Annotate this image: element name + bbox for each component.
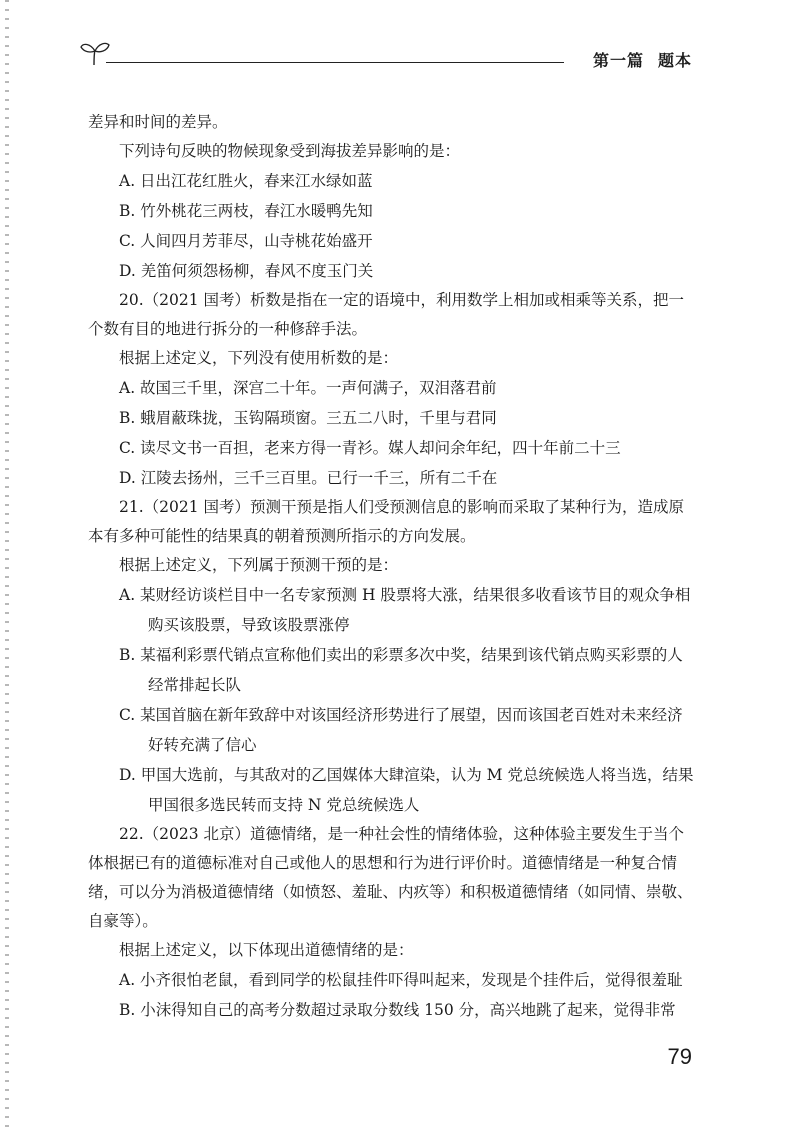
binding-edge-dots xyxy=(5,0,9,1130)
option-a: A. 某财经访谈栏目中一名专家预测 H 股票将大涨，结果很多收看该节目的观众争相购买该股票，导致该股票涨停 xyxy=(119,586,691,634)
option-a: A. 故国三千里，深宫二十年。一声何满子，双泪落君前 xyxy=(119,379,497,397)
question-prompt: 根据上述定义，下列没有使用析数的是： xyxy=(119,349,399,367)
section-subtitle: 题本 xyxy=(657,51,692,70)
page-number: 79 xyxy=(667,1044,692,1069)
option-b: B. 蛾眉蔽珠拢，玉钩隔琐窗。三五二八时，千里与君同 xyxy=(119,409,497,427)
continuation-text: 差异和时间的差异。 xyxy=(88,113,228,131)
question-19-block xyxy=(88,137,694,286)
option-d: D. 甲国大选前，与其敌对的乙国媒体大肆渲染，认为 M 党总统候选人将当选，结果甲国很多选民转而支持 N 党总统候选人 xyxy=(119,766,694,814)
question-stem: 21.（2021 国考）预测干预是指人们受预测信息的影响而采取了某种行为，造成原本有多种可能性的结果真的朝着预测所指示的方向发展。 xyxy=(88,498,685,545)
option-d: D. 羌笛何须怨杨柳，春风不度玉门关 xyxy=(119,262,374,280)
option-d: D. 江陵去扬州，三千三百里。已行一千三，所有二千在 xyxy=(119,469,498,487)
question-prompt: 下列诗句反映的物候现象受到海拔差异影响的是： xyxy=(119,142,461,160)
option-c: C. 某国首脑在新年致辞中对该国经济形势进行了展望，因而该国老百姓对未来经济好转充满了信心 xyxy=(119,706,683,754)
option-a: A. 小齐很怕老鼠，看到同学的松鼠挂件吓得叫起来，发现是个挂件后，觉得很羞耻 xyxy=(119,971,683,989)
question-prompt: 根据上述定义，下列属于预测干预的是： xyxy=(119,556,399,574)
option-b: B. 竹外桃花三两枝，春江水暖鸭先知 xyxy=(119,202,373,220)
page-body xyxy=(88,108,694,1025)
option-a: A. 日出江花红胜火，春来江水绿如蓝 xyxy=(119,172,373,190)
question-22-block xyxy=(88,820,694,1025)
question-prompt: 根据上述定义，以下体现出道德情绪的是： xyxy=(119,941,414,959)
question-stem: 20.（2021 国考）析数是指在一定的语境中，利用数学上相加或相乘等关系，把一个数有目的地进行拆分的一种修辞手法。 xyxy=(88,291,685,338)
running-header xyxy=(80,38,692,78)
option-c: C. 读尽文书一百担，老来方得一青衫。媒人却问余年纪，四十年前二十三 xyxy=(119,439,621,457)
question-21-block xyxy=(88,493,694,820)
header-rule xyxy=(106,62,564,63)
question-stem: 22.（2023 北京）道德情绪，是一种社会性的情绪体验，这种体验主要发生于当个体根据已有的道德标准对自己或他人的思想和行为进行评价时。道德情绪是一种复合情绪，可以分为消极道德情绪（如愤怒、羞耻、内疚等）和积极道德情绪（如同情、崇敬、自豪等）。 xyxy=(88,825,693,930)
question-20-block xyxy=(88,286,694,493)
option-c: C. 人间四月芳菲尽，山寺桃花始盛开 xyxy=(119,232,373,250)
option-b: B. 小沫得知自己的高考分数超过录取分数线 150 分，高兴地跳了起来，觉得非常 xyxy=(119,1001,676,1019)
part-title: 第一篇 xyxy=(592,51,644,70)
section-title xyxy=(593,48,692,71)
option-b: B. 某福利彩票代销点宣称他们卖出的彩票多次中奖，结果到该代销点购买彩票的人经常排起长队 xyxy=(119,646,683,694)
